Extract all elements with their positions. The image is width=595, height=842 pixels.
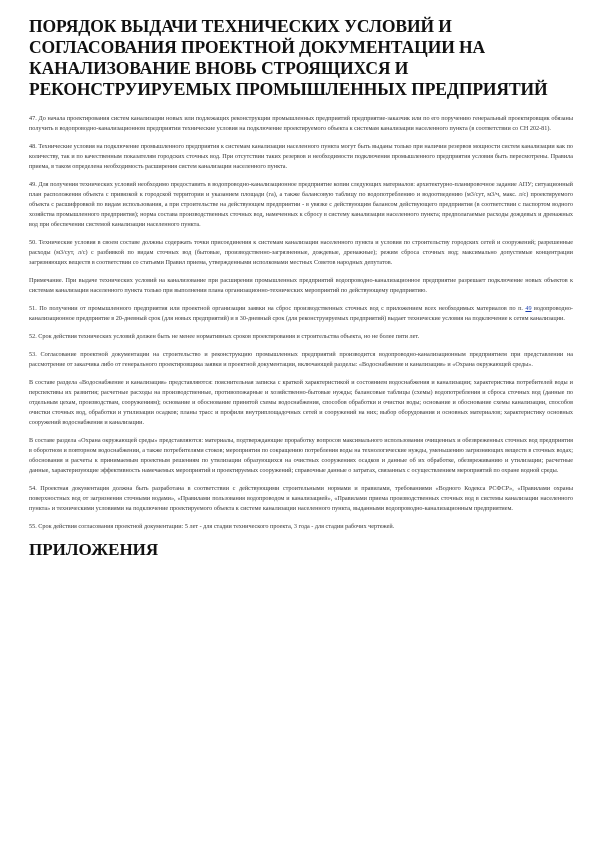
- paragraph: Примечание. При выдаче технических условий на канализование при расширении промышленных предприятий водопроводно-канализационное предприятие разрешает подключение новых объектов к системам канализации населенного пункта только при выполнении плана организационно-технических мероприятий по действующему предприятию.: [29, 277, 573, 294]
- paragraph: 48. Технические условия на подключение промышленного предприятия к системам канализации населенного пункта могут быть выданы только при наличии резервов мощности систем канализации как по количеству, так и по качественным показателям городских сточных вод. При отсутствии таких резервов и необходимости подключения промышленного предприятия условия быть пересмотрены. Правила приема, в таком определена необходимость расширения систем канализации населенного пункта.: [29, 143, 573, 170]
- paragraph: 51. По получении от промышленного предприятия или проектной организации заявки на сброс производственных сточных вод с приложением всех необходимых материалов по п. 49 водопроводно-канализационное предприятие в 20-дневный срок (для новых предприятий) и в 30-дневный срок (для реконструируемых предприятий) выдает технические условия на подключение к сетям канализации.: [29, 305, 573, 322]
- paragraph: 52. Срок действия технических условий должен быть не менее нормативных сроков проектирования и строительства объекта, но не более пяти лет.: [29, 333, 420, 340]
- paragraph: 54. Проектная документация должна быть разработана в соответствии с действующими строительными нормами и правилами, требованиями «Водного Кодекса РСФСР», «Правилами охраны поверхностных вод от загрязнения сточными водами», «Правилами пользования водопроводом и канализацией», «Правилами приема производственных сточных вод в системы канализации населенного пункта» и техническими условиями на подключение проектируемого объекта к системе канализации населенного пункта, выданными водопроводно-канализационным предприятием.: [29, 485, 573, 512]
- document-body: [29, 114, 573, 532]
- paragraph: 55. Срок действия согласования проектной документации: 5 лет - для стадии технического проекта, 3 года - для стадии рабочих чертежей.: [29, 523, 395, 530]
- appendix-heading: ПРИЛОЖЕНИЯ: [29, 540, 159, 559]
- paragraph: 50. Технические условия в своем составе должны содержать точки присоединения к системам канализации населенного пункта и условия по строительству городских сетей и сооружений; разрешенные расходы (м3/сут, л/с) с разбивкой по видам сточных вод (бытовые, производственно-загрязненные, дождевые, дренажные); режим сброса сточных вод; максимально допустимые концентрации загрязняющих веществ в соответствии со статьями Правил приема, утвержденными исполкомами местных Советов народных депутатов.: [29, 239, 573, 266]
- paragraph-link[interactable]: 49: [525, 305, 532, 312]
- paragraph: В составе раздела «Охрана окружающей среды» представляются: материалы, подтверждающие проработку вопросов максимального использования очищенных и обезвреженных сточных вод предприятия в оборотном и повторном водоснабжении, а также потребителями стоков; мероприятия по сокращению потребления воды на технологические нужды, уменьшению загрязняющих веществ в сточных водах; обоснования и расчеты к принимаемым проектным решениям по утилизации образующихся на очистных сооружениях осадков и данные об их обработке, обезвреживанию и утилизации; расчетные данные, характеризующие эффективность намечаемых мероприятий и проектируемых сооружений; справочные данные о затратах, связанных с осуществлением мероприятий по охране водной среды.: [29, 437, 573, 474]
- paragraph: 53. Согласование проектной документации на строительство и реконструкцию промышленных предприятий производится водопроводно-канализационным предприятием при представлении на рассмотрение от заказчика либо от генерального проектировщика заявки и проектной документации, включающей разделы: «Водоснабжение и канализация» и «Охрана окружающей среды».: [29, 351, 573, 368]
- paragraph: 49. Для получения технических условий необходимо предоставить в водопроводно-канализационное предприятие копии следующих материалов: архитектурно-планировочное задание АПУ; ситуационный план расположения объекта с привязкой к городской территории и указанием площади (га), а также балансовую таблицу по водопотреблению и водоотведению (м3/сут, м3/ч, макс. л/с) проектируемого объекта с расшифровкой по видам использования, а при строительстве на действующем предприятии - в увязке с действующим балансом действующего предприятия (в соответствии с паспортом водного хозяйства промышленного предприятия); норма состава производственных сточных вод, намеченных к сбросу в систему канализации населенного пункта; предполагаемые расходы дождевых и дренажных вод при обеспечении системой канализации населенного пункта.: [29, 181, 573, 228]
- paragraph: 47. До начала проектирования систем канализации новых или подлежащих реконструкции промышленных предприятий предприятие-заказчик или по его поручению генеральный проектировщик обязаны получить в водопроводно-канализационном предприятии технические условия на подключение проектируемого объекта к системам канализации населенного пункта (в соответствии со СН 202-81).: [29, 115, 573, 132]
- paragraph: В составе раздела «Водоснабжение и канализация» представляются: пояснительная записка с краткой характеристикой и состоянием водоснабжения и канализации; характеристика потребителей воды и перспективы их развития; расчетные расходы на производственные, противопожарные и хозяйственно-бытовые нужды; балансовые таблицы (схемы) водопотребления и сброса сточных вод (данные по отдельным цехам, производствам, сооружениям); основание и обоснование принятой схемы водоснабжения, способов обработки и очистки воды; основание и обоснование схемы канализации, способов очистки сточных вод, обработки и утилизации осадков; планы трасс и профили внутриплощадочных сетей и сооружений на них; выбор оборудования и основных материалов; характеристику основных сооружений водоснабжения и канализации.: [29, 379, 573, 426]
- page-title: ПОРЯДОК ВЫДАЧИ ТЕХНИЧЕСКИХ УСЛОВИЙ И СОГЛАСОВАНИЯ ПРОЕКТНОЙ ДОКУМЕНТАЦИИ НА КАНАЛИЗОВАНИЕ ВНОВЬ СТРОЯЩИХСЯ И РЕКОНСТРУИРУЕМЫХ ПРОМЫШЛЕННЫХ ПРЕДПРИЯТИЙ: [29, 16, 548, 99]
